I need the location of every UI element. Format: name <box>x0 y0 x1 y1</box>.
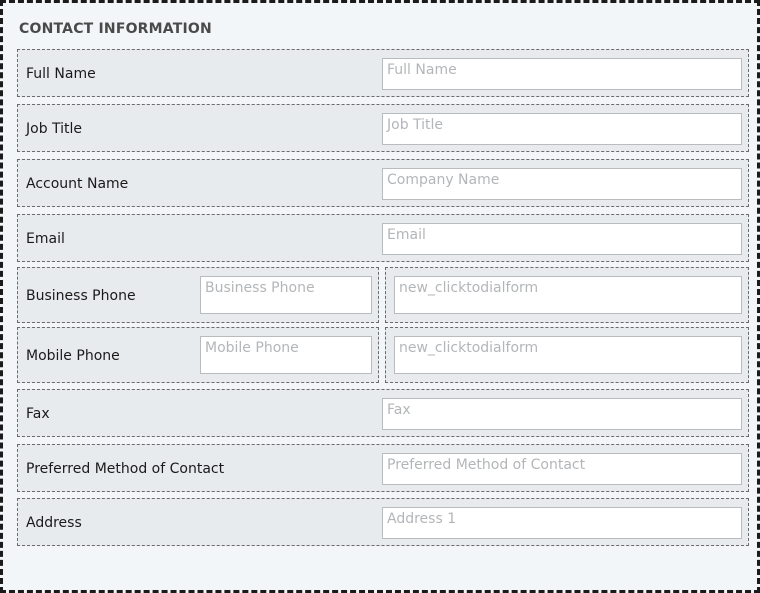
row-full-name <box>17 49 749 97</box>
email-label: Email <box>26 231 65 247</box>
address-input[interactable]: Address 1 <box>382 507 742 539</box>
row-mobile-phone <box>17 327 379 383</box>
full-name-label: Full Name <box>26 66 96 82</box>
fax-input[interactable]: Fax <box>382 398 742 430</box>
preferred-method-label: Preferred Method of Contact <box>26 461 225 477</box>
row-account-name <box>17 159 749 207</box>
mobile-phone-dial-cell <box>385 327 749 383</box>
row-preferred-method <box>17 444 749 492</box>
row-fax <box>17 389 749 437</box>
account-name-label: Account Name <box>26 176 129 192</box>
fax-label: Fax <box>26 406 50 422</box>
row-email <box>17 214 749 262</box>
business-phone-dial-cell <box>385 267 749 323</box>
business-phone-dial-form[interactable]: new_clicktodialform <box>394 276 742 314</box>
section-title: CONTACT INFORMATION <box>19 21 212 37</box>
mobile-phone-label: Mobile Phone <box>26 348 120 364</box>
mobile-phone-dial-form[interactable]: new_clicktodialform <box>394 336 742 374</box>
row-address <box>17 498 749 546</box>
row-job-title <box>17 104 749 152</box>
mobile-phone-input[interactable]: Mobile Phone <box>200 336 372 374</box>
account-name-input[interactable]: Company Name <box>382 168 742 200</box>
preferred-method-input[interactable]: Preferred Method of Contact <box>382 453 742 485</box>
job-title-label: Job Title <box>26 121 83 137</box>
job-title-input[interactable]: Job Title <box>382 113 742 145</box>
email-input[interactable]: Email <box>382 223 742 255</box>
row-business-phone <box>17 267 379 323</box>
full-name-input[interactable]: Full Name <box>382 58 742 90</box>
address-label: Address <box>26 515 82 531</box>
business-phone-input[interactable]: Business Phone <box>200 276 372 314</box>
business-phone-label: Business Phone <box>26 288 136 304</box>
